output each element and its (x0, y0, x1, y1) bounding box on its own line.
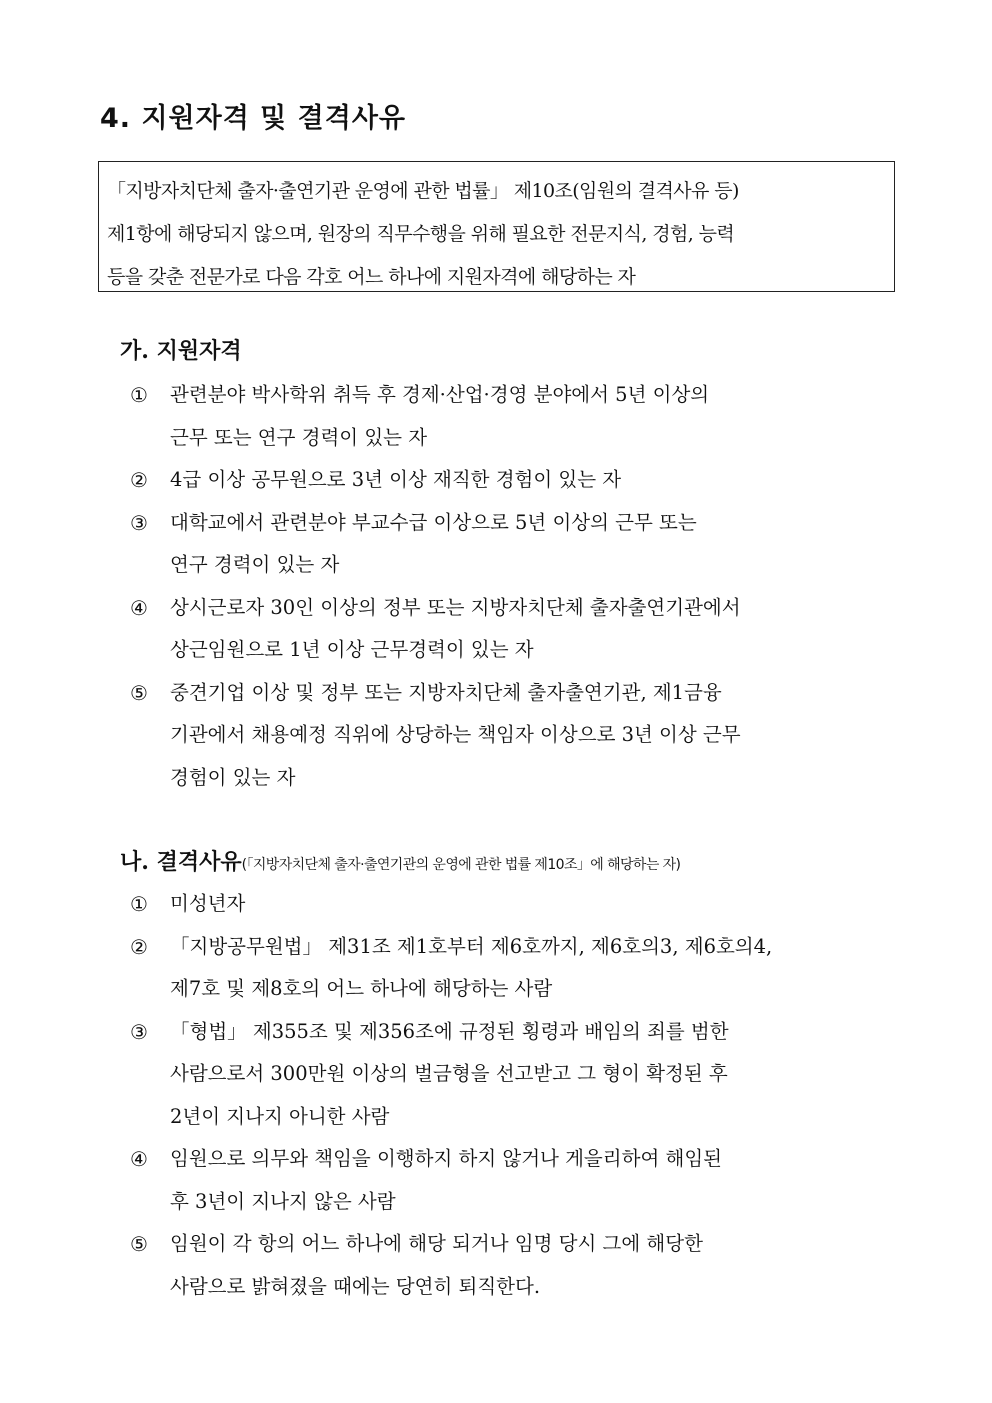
list-item (130, 1138, 900, 1223)
item-line: 기관에서 채용예정 직위에 상당하는 책임자 이상으로 3년 이상 근무 (170, 723, 741, 746)
list-item (130, 1011, 900, 1139)
item-line: 상시근로자 30인 이상의 정부 또는 지방자치단체 출자출연기관에서 (170, 595, 741, 619)
list-item (130, 459, 900, 502)
qualifications-list (130, 374, 900, 799)
item-line: 경험이 있는 자 (170, 765, 296, 789)
item-line: 4급 이상 공무원으로 3년 이상 재직한 경험이 있는 자 (170, 468, 622, 491)
item-line: 「지방공무원법」 제31조 제1호부터 제6호까지, 제6호의3, 제6호의4, (170, 934, 773, 958)
item-line: 관련분야 박사학위 취득 후 경제·산업·경영 분야에서 5년 이상의 (170, 383, 710, 406)
item-number: ④ (130, 1147, 148, 1171)
list-item (130, 672, 900, 800)
item-line: 사람으로 밝혀졌을 때에는 당연히 퇴직한다. (170, 1274, 541, 1298)
list-item (130, 883, 900, 926)
item-line: 제7호 및 제8호의 어느 하나에 해당하는 사람 (170, 977, 553, 1000)
list-item (130, 587, 900, 672)
item-number: ① (130, 892, 148, 916)
list-item (130, 1223, 900, 1308)
qualifications-heading (120, 334, 242, 365)
item-number: ② (130, 468, 148, 492)
item-number: ⑤ (130, 680, 148, 705)
item-number: ⑤ (130, 1232, 148, 1256)
intro-line: 등을 갖춘 전문가로 다음 각호 어느 하나에 지원자격에 해당하는 자 (107, 266, 636, 288)
item-line: 후 3년이 지나지 않은 사람 (170, 1189, 396, 1213)
item-number: ④ (130, 595, 148, 620)
item-line: 상근임원으로 1년 이상 근무경력이 있는 자 (170, 638, 534, 661)
item-line: 연구 경력이 있는 자 (170, 553, 340, 576)
disqualifications-heading-text: 나. 결격사유 (120, 849, 242, 875)
item-line: 임원으로 의무와 책임을 이행하지 하지 않거나 게을리하여 해임된 (170, 1147, 722, 1170)
disqualifications-heading (120, 845, 680, 876)
item-line: 대학교에서 관련분야 부교수급 이상으로 5년 이상의 근무 또는 (170, 510, 697, 534)
intro-line: 「지방자치단체 출자·출연기관 운영에 관한 법률」 제10조(임원의 결격사유 등) (107, 180, 739, 202)
item-number: ③ (130, 510, 148, 535)
item-line: 중견기업 이상 및 정부 또는 지방자치단체 출자출연기관, 제1금융 (170, 680, 722, 704)
qualifications-heading-text: 가. 지원자격 (120, 338, 242, 364)
item-line: 2년이 지나지 아니한 사람 (170, 1104, 390, 1128)
disqualifications-heading-note: (「지방자치단체 출자·출연기관의 운영에 관한 법률 제10조」에 해당하는 자) (241, 857, 681, 873)
item-line: 근무 또는 연구 경력이 있는 자 (170, 425, 428, 449)
section-title: 4. 지원자격 및 결격사유 (100, 103, 406, 134)
item-line: 임원이 각 항의 어느 하나에 해당 되거나 임명 당시 그에 해당한 (170, 1232, 703, 1255)
list-item (130, 926, 900, 1011)
item-line: 미성년자 (170, 892, 246, 915)
item-line: 사람으로서 300만원 이상의 벌금형을 선고받고 그 형이 확정된 후 (170, 1062, 728, 1085)
item-number: ③ (130, 1019, 148, 1044)
item-number: ① (130, 383, 148, 407)
item-number: ② (130, 934, 148, 959)
list-item (130, 374, 900, 459)
item-line: 「형법」 제355조 및 제356조에 규정된 횡령과 배임의 죄를 범한 (170, 1019, 729, 1043)
intro-box (98, 161, 895, 292)
list-item (130, 502, 900, 587)
intro-line: 제1항에 해당되지 않으며, 원장의 직무수행을 위해 필요한 전문지식, 경험, 능력 (107, 223, 735, 245)
disqualifications-list (130, 883, 900, 1308)
